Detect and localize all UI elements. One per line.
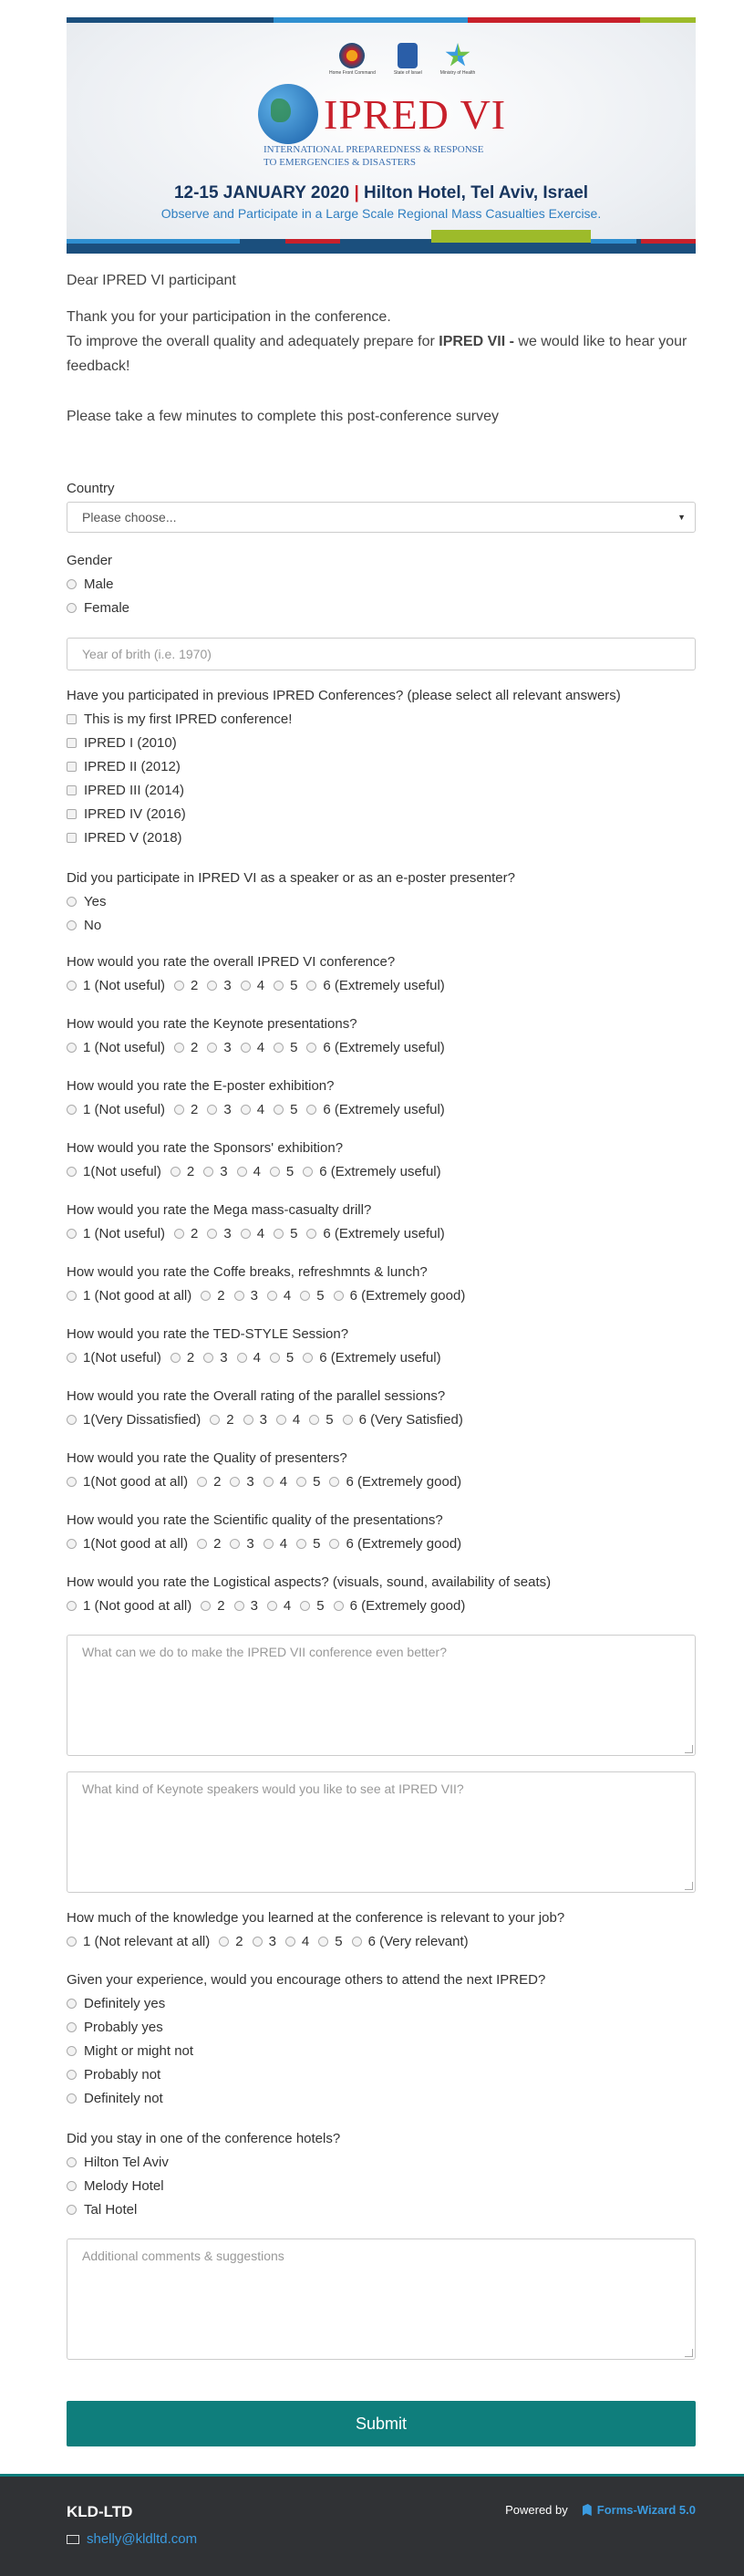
radio-button[interactable] — [270, 1353, 280, 1363]
speaker-option-yes[interactable]: Yes — [67, 894, 106, 909]
radio-button[interactable] — [67, 2022, 77, 2032]
radio-button[interactable] — [201, 1601, 211, 1611]
radio-button[interactable] — [210, 1415, 220, 1425]
checkbox[interactable] — [67, 762, 77, 772]
rating-option[interactable]: 3 — [234, 1598, 258, 1614]
radio-button[interactable] — [230, 1539, 240, 1549]
rating-option[interactable]: 6 (Extremely useful) — [303, 1350, 440, 1366]
radio-button[interactable] — [274, 1229, 284, 1239]
state-emblem-logo: State of Israel — [394, 43, 422, 76]
rating-question-label: How would you rate the Sponsors' exhibition? — [67, 1140, 344, 1156]
relevance-option[interactable]: 5 — [318, 1934, 342, 1949]
rating-option[interactable]: 1(Very Dissatisfied) — [67, 1412, 201, 1428]
ministry-of-health-logo: Ministry of Health — [440, 43, 476, 76]
rating-option[interactable]: 5 — [309, 1412, 333, 1428]
resize-handle-icon[interactable] — [685, 1882, 693, 1890]
previous-option[interactable]: IPRED V (2018) — [67, 830, 182, 846]
radio-button[interactable] — [306, 1043, 316, 1053]
radio-button[interactable] — [241, 1105, 251, 1115]
rating-option[interactable]: 6 (Extremely useful) — [306, 1102, 444, 1117]
radio-button[interactable] — [207, 1043, 217, 1053]
radio-button[interactable] — [67, 1167, 77, 1177]
rating-option[interactable]: 4 — [264, 1474, 287, 1490]
improvement-textarea[interactable]: What can we do to make the IPRED VII conference even better? — [67, 1635, 696, 1756]
radio-button[interactable] — [274, 981, 284, 991]
footer-email-link[interactable]: shelly@kldltd.com — [67, 2531, 197, 2547]
checkbox[interactable] — [67, 714, 77, 724]
brand-title: IPRED VI — [324, 90, 507, 138]
banner-subtitle: Observe and Participate in a Large Scale Regional Mass Casualties Exercise. — [160, 206, 602, 221]
footer-company: KLD-LTD — [67, 2503, 133, 2520]
rating-option[interactable]: 6 (Extremely useful) — [303, 1164, 440, 1179]
radio-button[interactable] — [237, 1167, 247, 1177]
rating-option[interactable]: 3 — [243, 1412, 267, 1428]
rating-option[interactable]: 2 — [174, 978, 198, 993]
radio-button[interactable] — [267, 1601, 277, 1611]
rating-option[interactable]: 1(Not useful) — [67, 1164, 161, 1179]
chevron-down-icon: ▼ — [677, 513, 686, 522]
speaker-label: Did you participate in IPRED VI as a speaker or as an e-poster presenter? — [67, 870, 515, 886]
previous-option[interactable]: This is my first IPRED conference! — [67, 712, 292, 727]
rating-question-label: How would you rate the overall IPRED VI conference? — [67, 954, 396, 970]
previous-option[interactable]: IPRED IV (2016) — [67, 806, 186, 822]
radio-button[interactable] — [174, 981, 184, 991]
radio-button[interactable] — [334, 1291, 344, 1301]
footer — [0, 2474, 744, 2576]
radio-button[interactable] — [67, 579, 77, 589]
speaker-option-no[interactable]: No — [67, 918, 101, 933]
rating-option[interactable]: 1 (Not useful) — [67, 1226, 165, 1241]
rating-question-label: How would you rate the E-poster exhibition? — [67, 1078, 335, 1094]
birth-year-input[interactable]: Year of brith (i.e. 1970) — [67, 638, 696, 670]
radio-button[interactable] — [296, 1539, 306, 1549]
rating-question-label: How would you rate the Mega mass-casualty drill? — [67, 1202, 372, 1218]
radio-button[interactable] — [67, 2093, 77, 2103]
radio-button[interactable] — [67, 1999, 77, 2009]
radio-button[interactable] — [274, 1105, 284, 1115]
rating-option[interactable]: 6 (Extremely good) — [334, 1598, 466, 1614]
rating-option[interactable]: 2 — [174, 1226, 198, 1241]
rating-option[interactable]: 2 — [174, 1040, 198, 1055]
radio-button[interactable] — [352, 1937, 362, 1947]
resize-handle-icon[interactable] — [685, 2349, 693, 2357]
radio-button[interactable] — [67, 1601, 77, 1611]
rating-question-label: How would you rate the Overall rating of the parallel sessions? — [67, 1388, 446, 1404]
relevance-option[interactable]: 3 — [253, 1934, 276, 1949]
rating-options — [67, 1412, 472, 1428]
relevance-option[interactable]: 4 — [285, 1934, 309, 1949]
rating-option[interactable]: 4 — [241, 978, 264, 993]
rating-option[interactable]: 4 — [241, 1226, 264, 1241]
envelope-icon — [67, 2535, 79, 2544]
radio-button[interactable] — [241, 1043, 251, 1053]
rating-option[interactable]: 3 — [230, 1474, 253, 1490]
encourage-option[interactable]: Probably yes — [67, 2020, 163, 2035]
radio-button[interactable] — [174, 1229, 184, 1239]
rating-option[interactable]: 6 (Extremely good) — [334, 1288, 466, 1304]
keynote-wish-textarea[interactable]: What kind of Keynote speakers would you like to see at IPRED VII? — [67, 1771, 696, 1893]
radio-button[interactable] — [234, 1291, 244, 1301]
radio-button[interactable] — [219, 1937, 229, 1947]
radio-button[interactable] — [306, 1229, 316, 1239]
radio-button[interactable] — [67, 981, 77, 991]
radio-button[interactable] — [67, 897, 77, 907]
gender-option-male[interactable]: Male — [67, 576, 114, 592]
hotel-option[interactable]: Hilton Tel Aviv — [67, 2155, 169, 2170]
radio-button[interactable] — [274, 1043, 284, 1053]
rating-options — [67, 1350, 450, 1366]
rating-options — [67, 978, 454, 993]
radio-button[interactable] — [300, 1291, 310, 1301]
rating-options — [67, 1040, 454, 1055]
globe-icon — [258, 84, 318, 144]
hotel-option[interactable]: Melody Hotel — [67, 2178, 164, 2194]
radio-button[interactable] — [306, 981, 316, 991]
rating-option[interactable]: 1 (Not good at all) — [67, 1598, 191, 1614]
rating-question-label: How would you rate the Coffe breaks, refreshmnts & lunch? — [67, 1264, 428, 1280]
forms-wizard-link[interactable]: Forms-Wizard 5.0 — [596, 2503, 696, 2517]
radio-button[interactable] — [67, 1105, 77, 1115]
radio-button[interactable] — [67, 1937, 77, 1947]
rating-option[interactable]: 1(Not useful) — [67, 1350, 161, 1366]
rating-option[interactable]: 1 (Not useful) — [67, 1102, 165, 1117]
radio-button[interactable] — [276, 1415, 286, 1425]
rating-option[interactable]: 4 — [276, 1412, 300, 1428]
radio-button[interactable] — [270, 1167, 280, 1177]
radio-button[interactable] — [309, 1415, 319, 1425]
rating-option[interactable]: 3 — [207, 1040, 231, 1055]
radio-button[interactable] — [318, 1937, 328, 1947]
rating-option[interactable]: 2 — [201, 1288, 224, 1304]
radio-button[interactable] — [67, 2070, 77, 2080]
rating-option[interactable]: 1 (Not useful) — [67, 1040, 165, 1055]
radio-button[interactable] — [296, 1477, 306, 1487]
radio-button[interactable] — [343, 1415, 353, 1425]
banner-dates: 12-15 JANUARY 2020 | Hilton Hotel, Tel Aviv, Israel — [173, 183, 589, 203]
rating-option[interactable]: 6 (Extremely good) — [329, 1536, 461, 1552]
rating-option[interactable]: 2 — [210, 1412, 233, 1428]
rating-option[interactable]: 3 — [230, 1536, 253, 1552]
rating-option[interactable]: 4 — [237, 1164, 261, 1179]
radio-button[interactable] — [67, 2181, 77, 2191]
radio-button[interactable] — [264, 1477, 274, 1487]
radio-button[interactable] — [207, 1105, 217, 1115]
rating-option[interactable]: 5 — [300, 1598, 324, 1614]
radio-button[interactable] — [67, 1353, 77, 1363]
radio-button[interactable] — [203, 1167, 213, 1177]
previous-option[interactable]: IPRED III (2014) — [67, 783, 184, 798]
radio-button[interactable] — [197, 1477, 207, 1487]
radio-button[interactable] — [67, 1291, 77, 1301]
rating-option[interactable]: 5 — [296, 1536, 320, 1552]
encourage-label: Given your experience, would you encourage others to attend the next IPRED? — [67, 1972, 546, 1988]
rating-options — [67, 1598, 474, 1614]
survey-instructions: Please take a few minutes to complete this post-conference survey — [67, 409, 500, 424]
radio-button[interactable] — [207, 1229, 217, 1239]
radio-button[interactable] — [334, 1601, 344, 1611]
rating-option[interactable]: 4 — [241, 1102, 264, 1117]
radio-button[interactable] — [241, 981, 251, 991]
encourage-option[interactable]: Probably not — [67, 2067, 160, 2083]
rating-option[interactable]: 2 — [170, 1350, 194, 1366]
forms-wizard-icon — [583, 2504, 592, 2516]
rating-option[interactable]: 6 (Extremely useful) — [306, 1226, 444, 1241]
radio-button[interactable] — [170, 1353, 181, 1363]
radio-button[interactable] — [67, 603, 77, 613]
radio-button[interactable] — [67, 2205, 77, 2215]
rating-options — [67, 1474, 470, 1490]
relevance-label: How much of the knowledge you learned at the conference is relevant to your job? — [67, 1910, 565, 1926]
rating-option[interactable]: 3 — [207, 1226, 231, 1241]
rating-option[interactable]: 3 — [203, 1164, 227, 1179]
rating-option[interactable]: 3 — [203, 1350, 227, 1366]
rating-option[interactable]: 4 — [267, 1288, 291, 1304]
radio-button[interactable] — [234, 1601, 244, 1611]
greeting: Dear IPRED VI participant — [67, 273, 236, 288]
country-select[interactable]: Please choose... ▼ — [67, 502, 696, 533]
checkbox[interactable] — [67, 809, 77, 819]
radio-button[interactable] — [241, 1229, 251, 1239]
rating-options — [67, 1536, 470, 1552]
relevance-options — [67, 1934, 478, 1949]
radio-button[interactable] — [329, 1539, 339, 1549]
radio-button[interactable] — [300, 1601, 310, 1611]
rating-option[interactable]: 3 — [207, 1102, 231, 1117]
rating-option[interactable]: 6 (Extremely useful) — [306, 1040, 444, 1055]
rating-options — [67, 1226, 454, 1241]
rating-option[interactable]: 5 — [270, 1350, 294, 1366]
radio-button[interactable] — [67, 1539, 77, 1549]
rating-question-label: How would you rate the Logistical aspects? (visuals, sound, availability of seats) — [67, 1574, 552, 1590]
radio-button[interactable] — [174, 1043, 184, 1053]
rating-options — [67, 1164, 450, 1179]
comments-textarea[interactable]: Additional comments & suggestions — [67, 2238, 696, 2360]
rating-option[interactable]: 2 — [170, 1164, 194, 1179]
encourage-option[interactable]: Definitely yes — [67, 1996, 165, 2011]
gender-option-female[interactable]: Female — [67, 600, 129, 616]
rating-option[interactable]: 2 — [197, 1474, 221, 1490]
rating-option[interactable]: 2 — [174, 1102, 198, 1117]
rating-option[interactable]: 4 — [241, 1040, 264, 1055]
radio-button[interactable] — [67, 2046, 77, 2056]
rating-option[interactable]: 1(Not good at all) — [67, 1536, 188, 1552]
powered-by: Powered by Forms-Wizard 5.0 — [505, 2503, 696, 2517]
radio-button[interactable] — [253, 1937, 263, 1947]
rating-option[interactable]: 2 — [197, 1536, 221, 1552]
radio-button[interactable] — [174, 1105, 184, 1115]
rating-option[interactable]: 5 — [300, 1288, 324, 1304]
rating-option[interactable]: 5 — [296, 1474, 320, 1490]
radio-button[interactable] — [264, 1539, 274, 1549]
rating-option[interactable]: 6 (Extremely good) — [329, 1474, 461, 1490]
gender-label: Gender — [67, 553, 113, 568]
radio-button[interactable] — [306, 1105, 316, 1115]
checkbox[interactable] — [67, 785, 77, 795]
hotels-label: Did you stay in one of the conference hotels? — [67, 2131, 341, 2146]
radio-button[interactable] — [201, 1291, 211, 1301]
radio-button[interactable] — [207, 981, 217, 991]
encourage-option[interactable]: Definitely not — [67, 2091, 163, 2106]
rating-question-label: How would you rate the Scientific quality of the presentations? — [67, 1512, 443, 1528]
rating-option[interactable]: 4 — [267, 1598, 291, 1614]
radio-button[interactable] — [267, 1291, 277, 1301]
radio-button[interactable] — [303, 1353, 313, 1363]
previous-conferences-label: Have you participated in previous IPRED Conferences? (please select all relevant answers) — [67, 688, 621, 703]
rating-option[interactable]: 6 (Extremely useful) — [306, 978, 444, 993]
rating-option[interactable]: 4 — [264, 1536, 287, 1552]
submit-button[interactable]: Submit — [67, 2401, 696, 2446]
rating-option[interactable]: 5 — [274, 1226, 297, 1241]
radio-button[interactable] — [230, 1477, 240, 1487]
radio-button[interactable] — [237, 1353, 247, 1363]
radio-button[interactable] — [67, 1415, 77, 1425]
radio-button[interactable] — [243, 1415, 253, 1425]
rating-option[interactable]: 4 — [237, 1350, 261, 1366]
rating-option[interactable]: 1 (Not useful) — [67, 978, 165, 993]
previous-option[interactable]: IPRED I (2010) — [67, 735, 177, 751]
radio-button[interactable] — [329, 1477, 339, 1487]
radio-button[interactable] — [67, 1043, 77, 1053]
radio-button[interactable] — [170, 1167, 181, 1177]
rating-option[interactable]: 2 — [201, 1598, 224, 1614]
rating-options — [67, 1102, 454, 1117]
header-banner — [67, 17, 696, 254]
rating-option[interactable]: 3 — [207, 978, 231, 993]
banner-top-stripe — [67, 17, 696, 23]
relevance-option[interactable]: 6 (Very relevant) — [352, 1934, 469, 1949]
rating-options — [67, 1288, 474, 1304]
rating-option[interactable]: 1(Not good at all) — [67, 1474, 188, 1490]
radio-button[interactable] — [203, 1353, 213, 1363]
rating-question-label: How would you rate the Keynote presentations? — [67, 1016, 357, 1032]
banner-bottom-stripe — [67, 239, 696, 254]
home-front-command-logo: Home Front Command — [329, 43, 376, 76]
relevance-option[interactable]: 2 — [219, 1934, 243, 1949]
radio-button[interactable] — [67, 1477, 77, 1487]
radio-button[interactable] — [197, 1539, 207, 1549]
rating-question-label: How would you rate the Quality of presenters? — [67, 1450, 347, 1466]
rating-option[interactable]: 5 — [274, 978, 297, 993]
checkbox[interactable] — [67, 738, 77, 748]
radio-button[interactable] — [67, 920, 77, 930]
hotel-option[interactable]: Tal Hotel — [67, 2202, 137, 2218]
rating-question-label: How would you rate the TED-STYLE Session? — [67, 1326, 349, 1342]
radio-button[interactable] — [285, 1937, 295, 1947]
country-label: Country — [67, 481, 115, 496]
rating-option[interactable]: 6 (Very Satisfied) — [343, 1412, 463, 1428]
radio-button[interactable] — [303, 1167, 313, 1177]
banner-tagline: INTERNATIONAL PREPAREDNESS & RESPONSE TO EMERGENCIES & DISASTERS — [264, 144, 484, 168]
radio-button[interactable] — [67, 1229, 77, 1239]
rating-option[interactable]: 1 (Not good at all) — [67, 1288, 191, 1304]
rating-option[interactable]: 5 — [274, 1102, 297, 1117]
rating-option[interactable]: 3 — [234, 1288, 258, 1304]
previous-option[interactable]: IPRED II (2012) — [67, 759, 181, 774]
checkbox[interactable] — [67, 833, 77, 843]
relevance-option[interactable]: 1 (Not relevant at all) — [67, 1934, 210, 1949]
radio-button[interactable] — [67, 2157, 77, 2167]
encourage-option[interactable]: Might or might not — [67, 2043, 193, 2059]
resize-handle-icon[interactable] — [685, 1745, 693, 1753]
intro-text: Thank you for your participation in the conference. To improve the overall quality and adequately prepare for IPRED VII - we would like to hear your feedback! — [67, 309, 687, 374]
rating-option[interactable]: 5 — [274, 1040, 297, 1055]
rating-option[interactable]: 5 — [270, 1164, 294, 1179]
